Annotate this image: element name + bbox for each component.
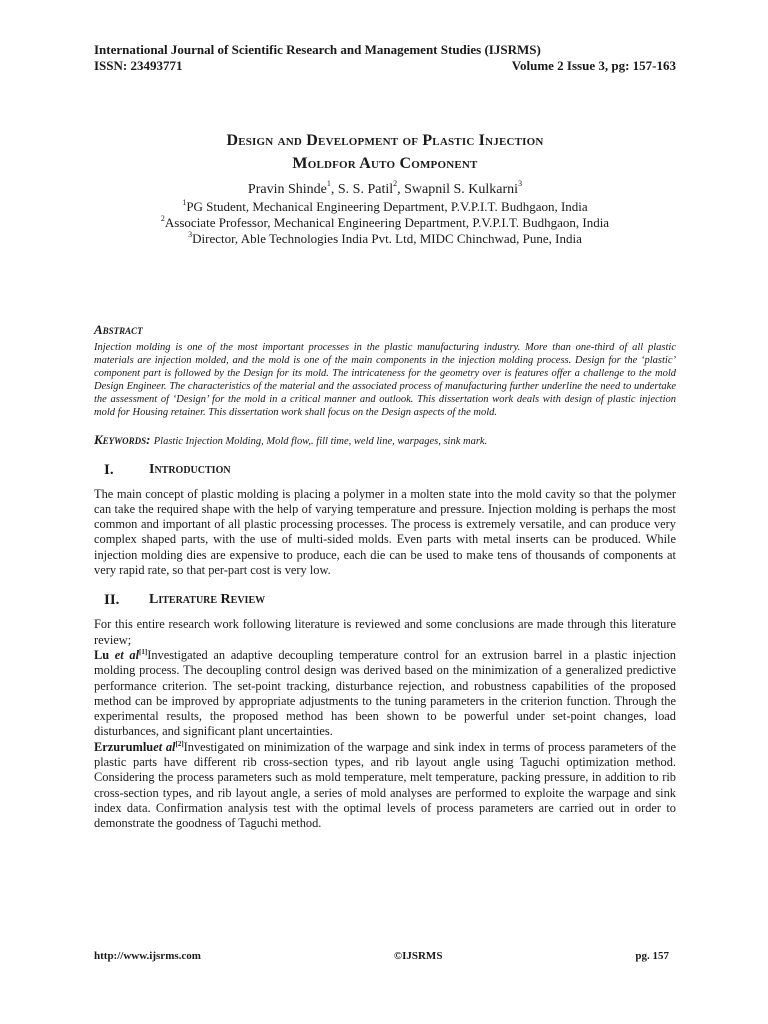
author-1-sup: 1 [326, 179, 331, 189]
author-2-sup: 2 [393, 179, 398, 189]
page-footer [94, 950, 669, 962]
section-number: I. [104, 461, 114, 478]
issn: ISSN: 23493771 [94, 58, 183, 73]
footer-url[interactable]: http://www.ijsrms.com [94, 950, 201, 962]
paragraph: For this entire research work following literature is reviewed and some conclusions are made through this literature review; [94, 617, 676, 647]
literature-review-body [94, 617, 676, 831]
abstract-heading: Abstract [94, 322, 143, 337]
affiliation-1: $^1$PG Student, Mechanical Engineering Department, P.V.P.I.T. Budhgaon, India [182, 197, 588, 214]
section-number: II. [104, 592, 120, 609]
paragraph: The main concept of plastic molding is placing a polymer in a molten state into the mold cavity so that the polymer can take the required shape with the help of varying temperature and pressure. Injection molding is perhaps the most common and important of all plastic processing processes. The process is extremely versatile, and can produce very complex shaped parts, with the use of multi-sided molds. Even parts with metal inserts can be produced. While injection molding dies are expensive to produce, each die can be used to make tens of thousands of components at very rapid rate, so that per-part cost is very low. [94, 486, 676, 578]
author-3: Swapnil S. Kulkarni [404, 182, 519, 197]
author-1: Pravin Shinde [247, 182, 327, 197]
abstract-text: Injection molding is one of the most important processes in the plastic manufacturing industry. More than one-third of all plastic materials are injection molded, and the mold is one of the main components in the injection molding process. Design for the ‘plastic’ component part is followed by the Design for its mold. The intricateness for the geometry over is features offer a challenge to the mold Design Engineer. The characteristics of the material and the associated process of manufacturing further underline the need to undertake the assessment of ‘Design’ for the mold in a critical manner and outlook. This dissertation work deals with design of plastic injection mold for Housing retainer. This dissertation work shall focus on the Design aspects of the mold. [94, 342, 676, 419]
title-line-2: Moldfor Auto Component [292, 155, 478, 172]
reference-2-paragraph: Erzurumluet al[2]Investigated on minimization of the warpage and sink index in terms of process parameters of the plastic parts have different rib cross-section types, and rib layout angle using Taguchi optimization method. Considering the process parameters such as mold temperature, melt temperature, packing pressure, in addition to rib cross-section types, and rib layout angle, a series of mold analyses are performed to exploite the warpage and sink index data. Confirmation analysis test with the optimal levels of process parameters are carried out in order to demonstrate the goodness of Taguchi method. [94, 739, 676, 831]
title-line-1: Design and Development of Plastic Injection [226, 132, 544, 149]
paper-page [94, 42, 676, 832]
paper-title [94, 129, 676, 175]
author-2: S. S. Patil [337, 182, 394, 197]
keywords-heading: Keywords: [94, 431, 151, 447]
keywords-text: Plastic Injection Molding, Mold flow,. fill time, weld line, warpages, sink mark. [153, 435, 488, 447]
section-title: Literature Review [149, 592, 266, 608]
section-title: Introduction [149, 461, 231, 477]
author-3-sup: 3 [518, 179, 523, 189]
volume-info: Volume 2 Issue 3, pg: 157-163 [511, 58, 676, 73]
running-header [94, 42, 676, 74]
section-heading-introduction [94, 462, 676, 479]
section-heading-literature-review [94, 592, 676, 609]
affiliation-3: $^3$Director, Able Technologies India Pvt. Ltd, MIDC Chinchwad, Pune, India [188, 229, 582, 246]
journal-name: International Journal of Scientific Research and Management Studies (IJSRMS) [94, 42, 541, 57]
footer-page-number: pg. 157 [635, 950, 669, 962]
affiliation-2: $^2$Associate Professor, Mechanical Engineering Department, P.V.P.I.T. Budhgaon, India [160, 213, 610, 230]
introduction-body [94, 487, 676, 579]
author-list: Pravin Shinde$^1$, S. S. Patil$^2$, Swapnil S. Kulkarni$^3$ [247, 179, 523, 197]
keywords [94, 432, 676, 448]
reference-1-paragraph: Lu et al[1]Investigated an adaptive decoupling temperature control for an extrusion barrel in a plastic injection molding process. The decoupling control design was derived based on the minimization of a generalized predictive performance criterion. The set-point tracking, disturbance rejection, and robustness capabilities of the proposed method can be improved by appropriate adjustments to the tuning parameters in the criterion function. Through the experimental results, the proposed method has been shown to be powerful under set-point changes, load disturbances, and significant plant uncertainties. [94, 647, 676, 739]
footer-copyright: ©IJSRMS [393, 950, 443, 962]
